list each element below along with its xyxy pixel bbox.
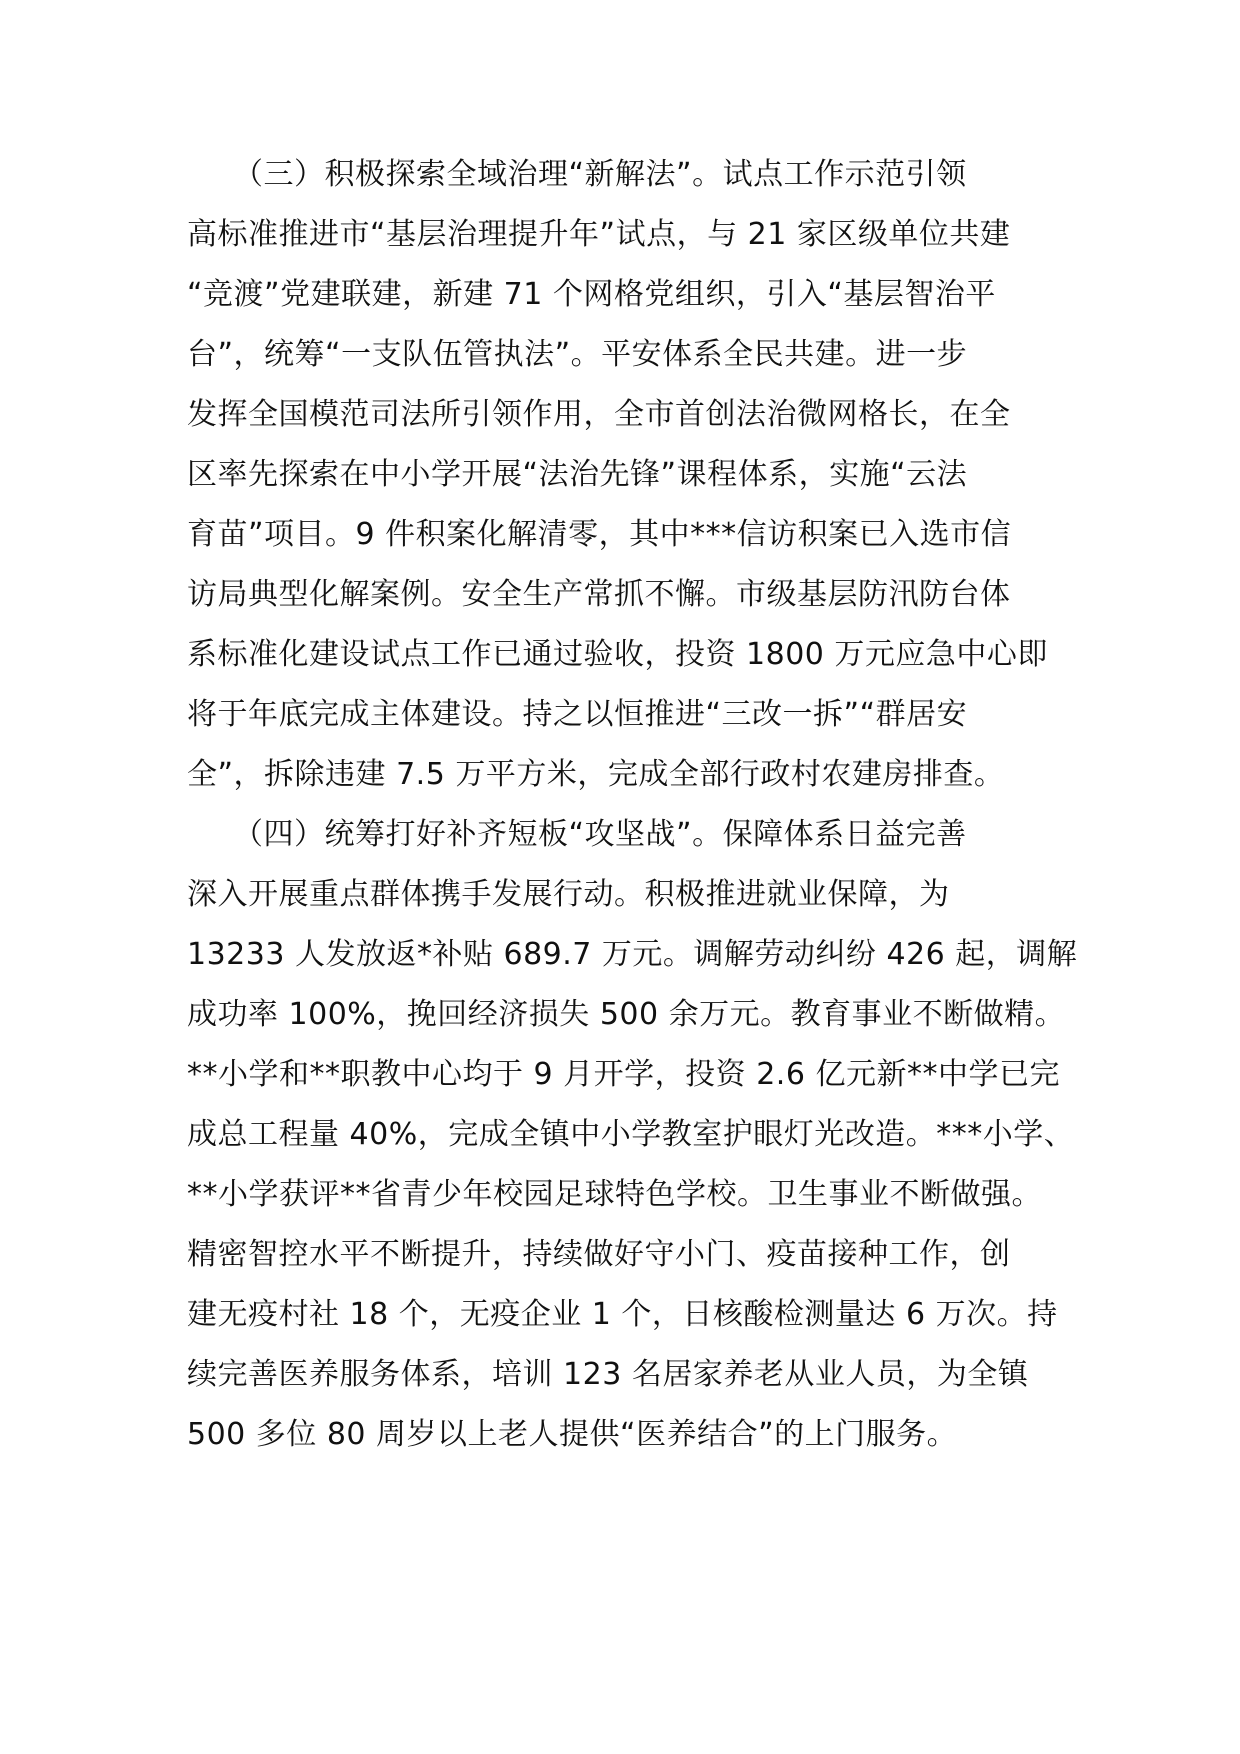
- text-line: 将于年底完成主体建设。持之以恒推进“三改一拆”“群居安: [187, 697, 968, 732]
- text-line: 发挥全国模范司法所引领作用，全市首创法治微网格长，在全: [187, 397, 1011, 432]
- text-line: 系标准化建设试点工作已通过验收，投资 1800 万元应急中心即: [187, 637, 1048, 672]
- text-line: 访局典型化解案例。安全生产常抓不懈。市级基层防汛防台体: [187, 577, 1011, 612]
- text-line: **小学获评**省青少年校园足球特色学校。卫生事业不断做强。: [187, 1177, 1042, 1212]
- text-line: 续完善医养服务体系，培训 123 名居家养老从业人员，为全镇: [187, 1357, 1029, 1392]
- text-line: **小学和**职教中心均于 9 月开学，投资 2.6 亿元新**中学已完: [187, 1057, 1060, 1092]
- text-line: 深入开展重点群体携手发展行动。积极推进就业保障，为: [187, 877, 950, 912]
- text-line: 高标准推进市“基层治理提升年”试点，与 21 家区级单位共建: [187, 217, 1011, 252]
- text-line: 区率先探索在中小学开展“法治先锋”课程体系，实施“云法: [187, 457, 968, 492]
- text-line: 500 多位 80 周岁以上老人提供“医养结合”的上门服务。: [187, 1417, 958, 1452]
- text-line: 台”，统筹“一支队伍管执法”。平安体系全民共建。进一步: [187, 337, 968, 372]
- text-line: “竞渡”党建联建，新建 71 个网格党组织，引入“基层智治平: [187, 277, 996, 312]
- text-line: （四）统筹打好补齐短板“攻坚战”。保障体系日益完善: [187, 817, 967, 852]
- text-line: 成总工程量 40%，完成全镇中小学教室护眼灯光改造。***小学、: [187, 1117, 1075, 1152]
- text-line: 13233 人发放返*补贴 689.7 万元。调解劳动纠纷 426 起，调解: [187, 937, 1078, 972]
- text-line: （三）积极探索全域治理“新解法”。试点工作示范引领: [187, 157, 967, 192]
- text-line: 全”，拆除违建 7.5 万平方米，完成全部行政村农建房排查。: [187, 757, 1005, 792]
- text-line: 成功率 100%，挽回经济损失 500 余万元。教育事业不断做精。: [187, 997, 1066, 1032]
- text-line: 建无疫村社 18 个，无疫企业 1 个，日核酸检测量达 6 万次。持: [187, 1297, 1058, 1332]
- text-line: 精密智控水平不断提升，持续做好守小门、疫苗接种工作，创: [187, 1237, 1011, 1272]
- text-line: 育苗”项目。9 件积案化解清零，其中***信访积案已入选市信: [187, 517, 1012, 552]
